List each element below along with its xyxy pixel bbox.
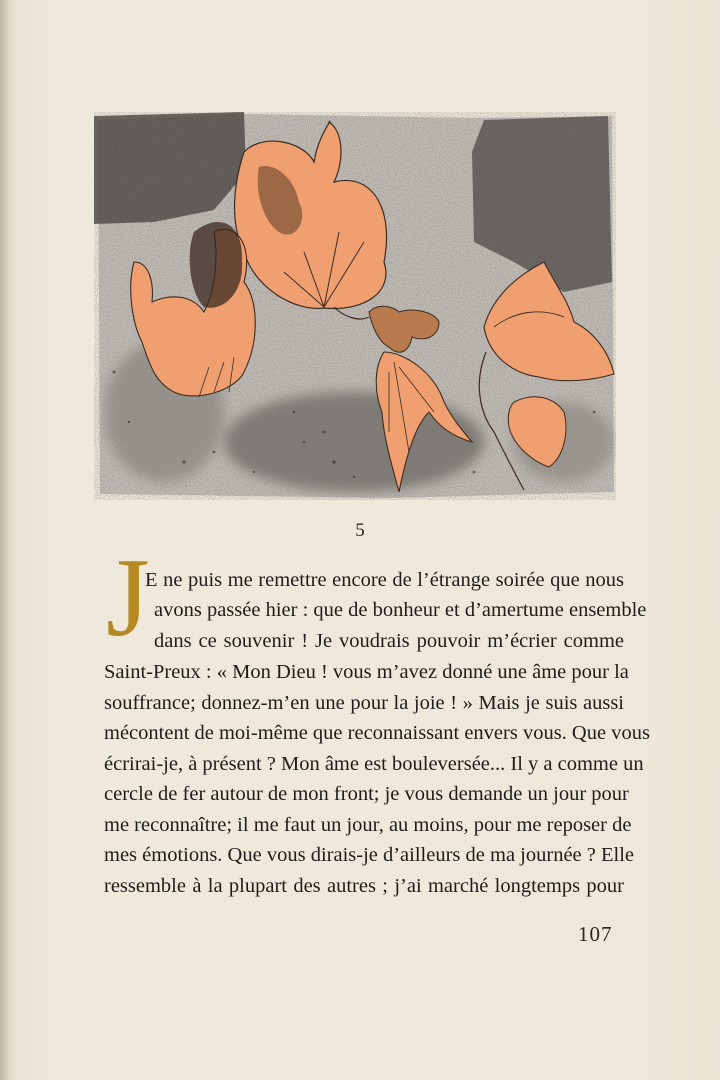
text-line: souffrance; donnez-m’en une pour la joie ! » Mais je suis aussi xyxy=(104,692,624,714)
text-line: mécontent de moi-même que reconnaissant envers vous. Que vous xyxy=(104,722,650,744)
chapter-number: 5 xyxy=(355,520,365,541)
text-line: ressemble à la plupart des autres ; j’ai marché longtemps pour xyxy=(104,875,624,897)
text-line: E ne puis me remettre encore de l’étrange soirée que nous xyxy=(145,569,624,591)
text-line: écrirai-je, à présent ? Mon âme est bouleversée... Il y a comme un xyxy=(104,753,644,775)
text-line: dans ce souvenir ! Je voudrais pouvoir m’écrier comme xyxy=(154,630,624,652)
text-line: me reconnaître; il me faut un jour, au moins, pour me reposer de xyxy=(104,814,632,836)
gutter-shadow xyxy=(0,0,10,1080)
page-number: 107 xyxy=(578,922,613,946)
botanical-etching-illustration xyxy=(94,112,616,500)
drop-cap: J xyxy=(106,536,150,660)
botanical-etching-icon xyxy=(94,112,616,500)
text-line: Saint-Preux : « Mon Dieu ! vous m’avez donné une âme pour la xyxy=(104,661,629,683)
text-line: mes émotions. Que vous dirais-je d’ailleurs de ma journée ? Elle xyxy=(104,844,634,866)
text-line: cercle de fer autour de mon front; je vous demande un jour pour xyxy=(104,783,629,805)
text-line: avons passée hier : que de bonheur et d’amertume ensemble xyxy=(154,599,647,621)
